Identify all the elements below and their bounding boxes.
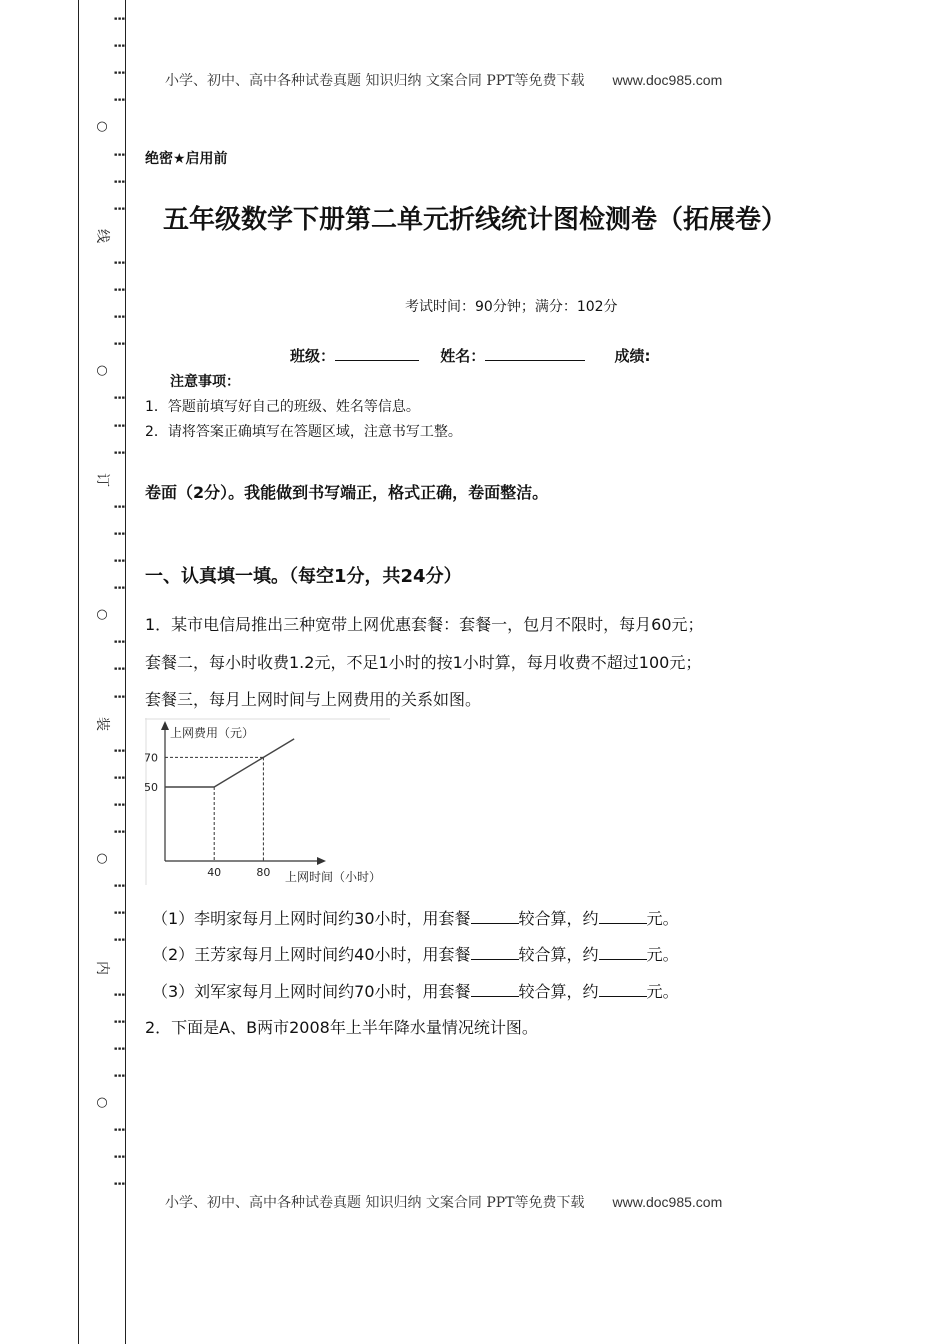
sub-question [152, 979, 679, 1002]
binding-dots: ⋮ [111, 12, 126, 25]
binding-dots: ⋮ [111, 689, 126, 703]
score-label: 成绩: [614, 347, 651, 365]
binding-dots: ⋮ [111, 1177, 126, 1191]
binding-word: 订 [94, 472, 110, 487]
chart-svg [145, 718, 390, 885]
binding-word: 装 [94, 716, 110, 731]
binding-dots: ⋮ [111, 201, 126, 215]
binding-circle-icon: ○ [96, 607, 108, 623]
x-axis-arrow-icon [317, 857, 326, 865]
sub-question-suffix: 元。 [646, 909, 679, 928]
binding-dots: ⋮ [111, 255, 126, 269]
sub-question [152, 906, 679, 929]
binding-dots: ⋮ [111, 1150, 126, 1164]
question-1-line: 套餐三，每月上网时间与上网费用的关系如图。 [145, 690, 482, 709]
page-header [165, 70, 805, 90]
sub-question [152, 942, 679, 965]
binding-dots: ⋮ [111, 93, 126, 107]
sub-question-prefix: （2）王芳家每月上网时间约40小时，用套餐 [152, 945, 471, 964]
name-label: 姓名： [440, 347, 486, 365]
binding-dots: ⋮ [111, 1068, 126, 1082]
answer-blank[interactable] [599, 909, 647, 924]
binding-dots: ⋮ [111, 662, 126, 676]
binding-dots: ⋮ [111, 526, 126, 540]
binding-dots: ⋮ [111, 743, 126, 757]
fee-line-chart [145, 718, 390, 885]
binding-dots: ⋮ [111, 418, 126, 432]
binding-dots: ⋮ [111, 825, 126, 838]
binding-dots: ⋮ [111, 39, 126, 53]
y-axis-arrow-icon [161, 721, 169, 730]
neatness-statement: 卷面（2分）。我能做到书写端正，格式正确，卷面整洁。 [145, 483, 549, 502]
binding-dots: ⋮ [111, 147, 126, 161]
binding-dots: ⋮ [111, 66, 126, 80]
secret-label: 绝密★启用前 [145, 151, 228, 167]
sub-question-suffix: 元。 [646, 982, 679, 1001]
header-url[interactable]: www.doc985.com [612, 72, 723, 88]
sub-question-suffix: 元。 [646, 945, 679, 964]
class-field[interactable] [335, 346, 419, 361]
footer-text: 小学、初中、高中各种试卷真题 知识归纳 文案合同 PPT等免费下载 [165, 1195, 585, 1211]
binding-circle-icon: ○ [96, 363, 108, 379]
binding-dots: ⋮ [111, 906, 126, 920]
binding-dots: ⋮ [111, 499, 126, 513]
binding-dots: ⋮ [111, 310, 126, 324]
answer-blank[interactable] [471, 909, 519, 924]
answer-blank[interactable] [471, 982, 519, 997]
series-line [165, 739, 294, 787]
student-info-line [290, 345, 651, 366]
sub-question-prefix: （1）李明家每月上网时间约30小时，用套餐 [152, 909, 471, 928]
binding-dots: ⋮ [111, 174, 126, 188]
x-tick-label: 80 [256, 866, 271, 879]
binding-circle-icon: ○ [96, 1095, 108, 1110]
y-tick-label: 50 [145, 781, 158, 794]
class-label: 班级： [290, 347, 336, 365]
binding-dots: ⋮ [111, 1123, 126, 1137]
y-tick-label: 70 [145, 751, 158, 765]
sub-question-mid: 较合算，约 [518, 909, 599, 928]
binding-dots: ⋮ [111, 635, 126, 649]
y-axis-label: 上网费用（元） [170, 726, 255, 740]
binding-circle-icon: ○ [96, 851, 108, 867]
sub-question-mid: 较合算，约 [518, 945, 599, 964]
binding-dots: ⋮ [111, 283, 126, 296]
page-title: 五年级数学下册第二单元折线统计图检测卷（拓展卷） [162, 205, 787, 235]
notice-title: 注意事项： [170, 374, 240, 390]
exam-info: 考试时间：90分钟；满分：102分 [405, 299, 618, 315]
question-1-line: 1．某市电信局推出三种宽带上网优惠套餐：套餐一，包月不限时，每月60元； [145, 615, 704, 634]
binding-dots: ⋮ [111, 391, 126, 405]
binding-circle-icon: ○ [96, 119, 108, 135]
header-text: 小学、初中、高中各种试卷真题 知识归纳 文案合同 PPT等免费下载 [165, 73, 585, 89]
page-footer [165, 1192, 805, 1212]
sub-question-prefix: （3）刘军家每月上网时间约70小时，用套餐 [152, 982, 471, 1001]
binding-dots: ⋮ [111, 1041, 126, 1055]
binding-dots: ⋮ [111, 337, 126, 351]
notice-item: 2．请将答案正确填写在答题区域，注意书写工整。 [145, 424, 462, 440]
binding-dots: ⋮ [111, 879, 126, 893]
binding-word: 内 [94, 960, 110, 975]
notice-item: 1．答题前填写好自己的班级、姓名等信息。 [145, 399, 420, 415]
question-2-line: 2．下面是A、B两市2008年上半年降水量情况统计图。 [145, 1018, 538, 1037]
name-field[interactable] [485, 346, 585, 361]
binding-dots: ⋮ [111, 770, 126, 784]
section-1-title: 一、认真填一填。（每空1分，共24分） [145, 566, 462, 587]
binding-word: 线 [94, 228, 110, 243]
question-1-line: 套餐二，每小时收费1.2元，不足1小时的按1小时算，每月收费不超过100元； [145, 653, 702, 672]
binding-dots: ⋮ [111, 445, 126, 459]
binding-dots: ⋮ [111, 581, 126, 595]
footer-url[interactable]: www.doc985.com [612, 1194, 723, 1210]
binding-dots: ⋮ [111, 987, 126, 1001]
x-axis-label: 上网时间（小时） [285, 870, 382, 884]
binding-dots: ⋮ [111, 933, 126, 947]
answer-blank[interactable] [599, 945, 647, 960]
binding-dots: ⋮ [111, 554, 126, 567]
binding-dots: ⋮ [111, 797, 126, 811]
x-tick-label: 40 [207, 866, 222, 879]
binding-strip [78, 0, 126, 1344]
sub-question-mid: 较合算，约 [518, 982, 599, 1001]
answer-blank[interactable] [599, 982, 647, 997]
binding-dots: ⋮ [111, 1014, 126, 1028]
answer-blank[interactable] [471, 945, 519, 960]
